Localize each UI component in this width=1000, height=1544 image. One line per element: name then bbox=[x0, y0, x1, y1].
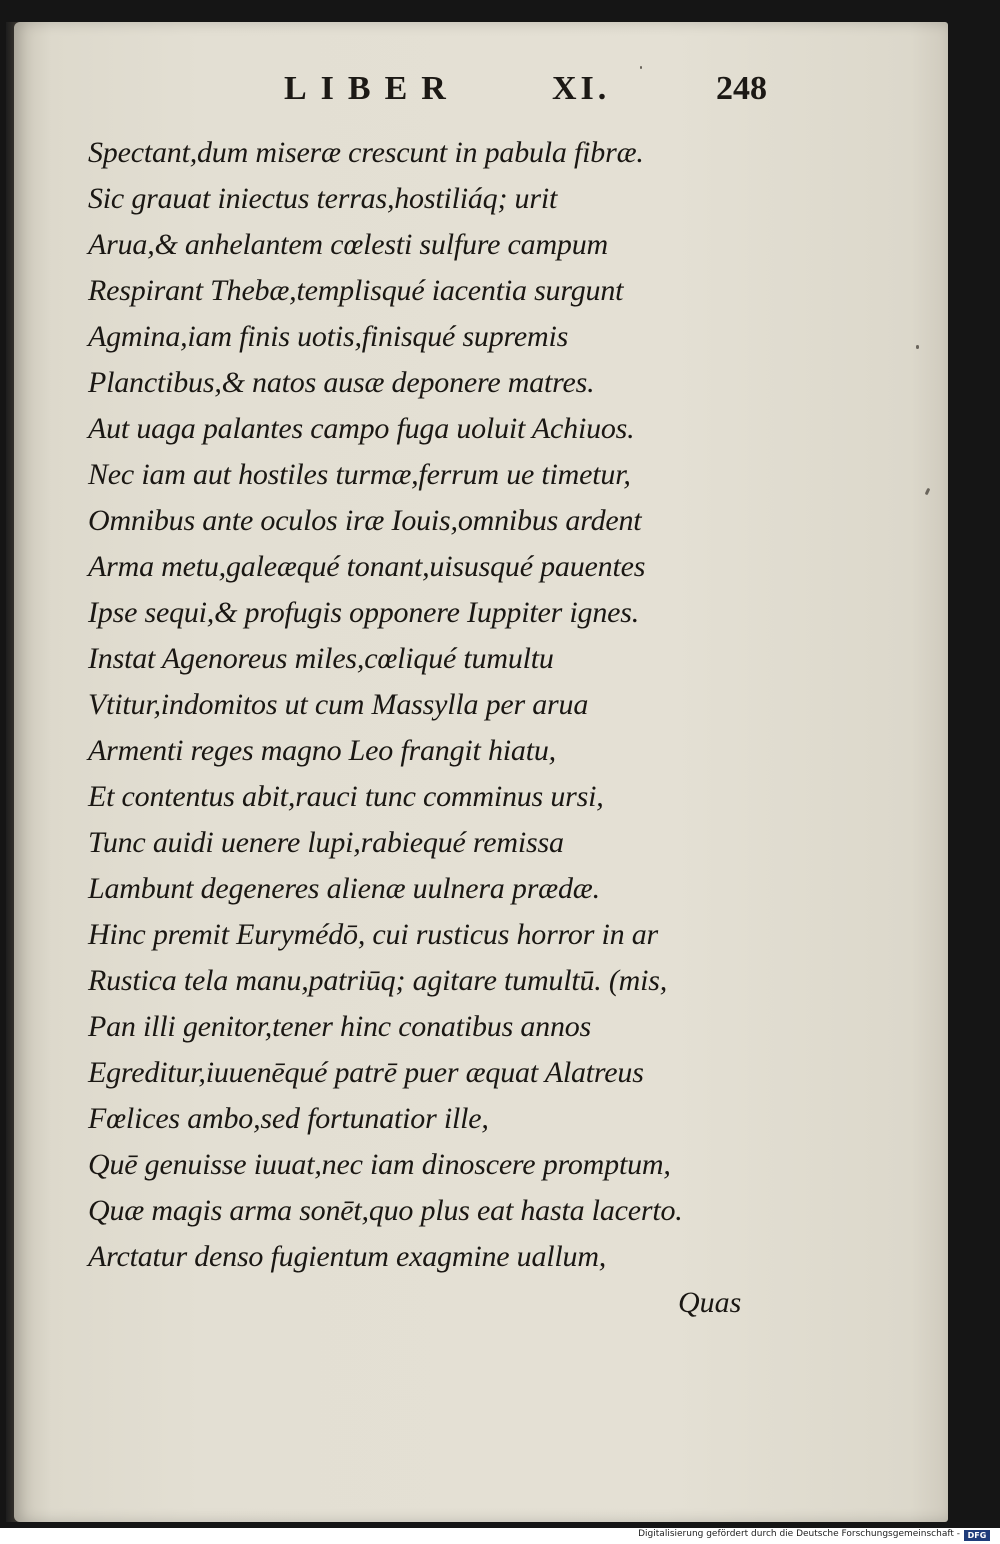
verse-line: Fœlices ambo,sed fortunatior ille, bbox=[88, 1102, 489, 1135]
verse-line: Agmina,iam finis uotis,finisqué supremis bbox=[88, 320, 569, 353]
verse-line: Lambunt degeneres alienæ uulnera prædæ. bbox=[88, 872, 600, 905]
verse-line: Planctibus,& natos ausæ deponere matres. bbox=[88, 366, 595, 399]
verse-line: Omnibus ante oculos iræ Iouis,omnibus ardent bbox=[88, 504, 642, 537]
verse-list bbox=[88, 130, 778, 1280]
verse-line: Tunc auidi uenere lupi,rabiequé remissa bbox=[88, 826, 564, 859]
dfg-logo: DFG bbox=[964, 1530, 990, 1541]
running-title: LIBER bbox=[284, 70, 460, 107]
folio-number: 248 bbox=[716, 70, 767, 107]
verse-line: Arua,& anhelantem cœlesti sulfure campum bbox=[88, 228, 608, 261]
verse-line: Pan illi genitor,tener hinc conatibus annos bbox=[88, 1010, 592, 1043]
verse-line: Respirant Thebæ,templisqué iacentia surgunt bbox=[88, 274, 624, 307]
verse-line: Armenti reges magno Leo frangit hiatu, bbox=[88, 734, 556, 767]
verse-line: Arma metu,galeæqué tonant,uisusqué pauentes bbox=[88, 550, 646, 583]
verse-line: Et contentus abit,rauci tunc comminus ursi, bbox=[88, 780, 604, 813]
verse-line: Ipse sequi,& profugis opponere Iuppiter ignes. bbox=[88, 596, 640, 629]
verse-line: Arctatur denso fugientum exagmine uallum, bbox=[88, 1240, 607, 1273]
funding-credit: Digitalisierung gefördert durch die Deutsche Forschungsgemeinschaft - bbox=[638, 1529, 960, 1539]
verse-line: Sic grauat iniectus terras,hostiliáq; urit bbox=[88, 182, 558, 215]
verse-line: Egreditur,iuuenēqué patrē puer æquat Alatreus bbox=[88, 1056, 644, 1089]
page-speck bbox=[640, 66, 642, 69]
verse-line: Quæ magis arma sonēt,quo plus eat hasta lacerto. bbox=[88, 1194, 683, 1227]
catchword: Quas bbox=[678, 1286, 742, 1319]
verse-line: Instat Agenoreus miles,cœliqué tumultu bbox=[88, 642, 554, 675]
book-number: XI. bbox=[552, 70, 611, 107]
verse-line: Hinc premit Eurymédō, cui rusticus horror in ar bbox=[88, 918, 659, 951]
verse-line: Aut uaga palantes campo fuga uoluit Achiuos. bbox=[88, 412, 635, 445]
verse-line: Rustica tela manu,patriūq; agitare tumultū. (mis, bbox=[88, 964, 668, 997]
page-speck bbox=[916, 345, 919, 349]
verse-line: Vtitur,indomitos ut cum Massylla per arua bbox=[88, 688, 589, 721]
verse-line: Quē genuisse iuuat,nec iam dinoscere promptum, bbox=[88, 1148, 671, 1181]
page-header bbox=[0, 70, 1000, 120]
verse-line: Spectant,dum miseræ crescunt in pabula fibræ. bbox=[88, 136, 644, 169]
verse-line: Nec iam aut hostiles turmæ,ferrum ue timetur, bbox=[88, 458, 631, 491]
